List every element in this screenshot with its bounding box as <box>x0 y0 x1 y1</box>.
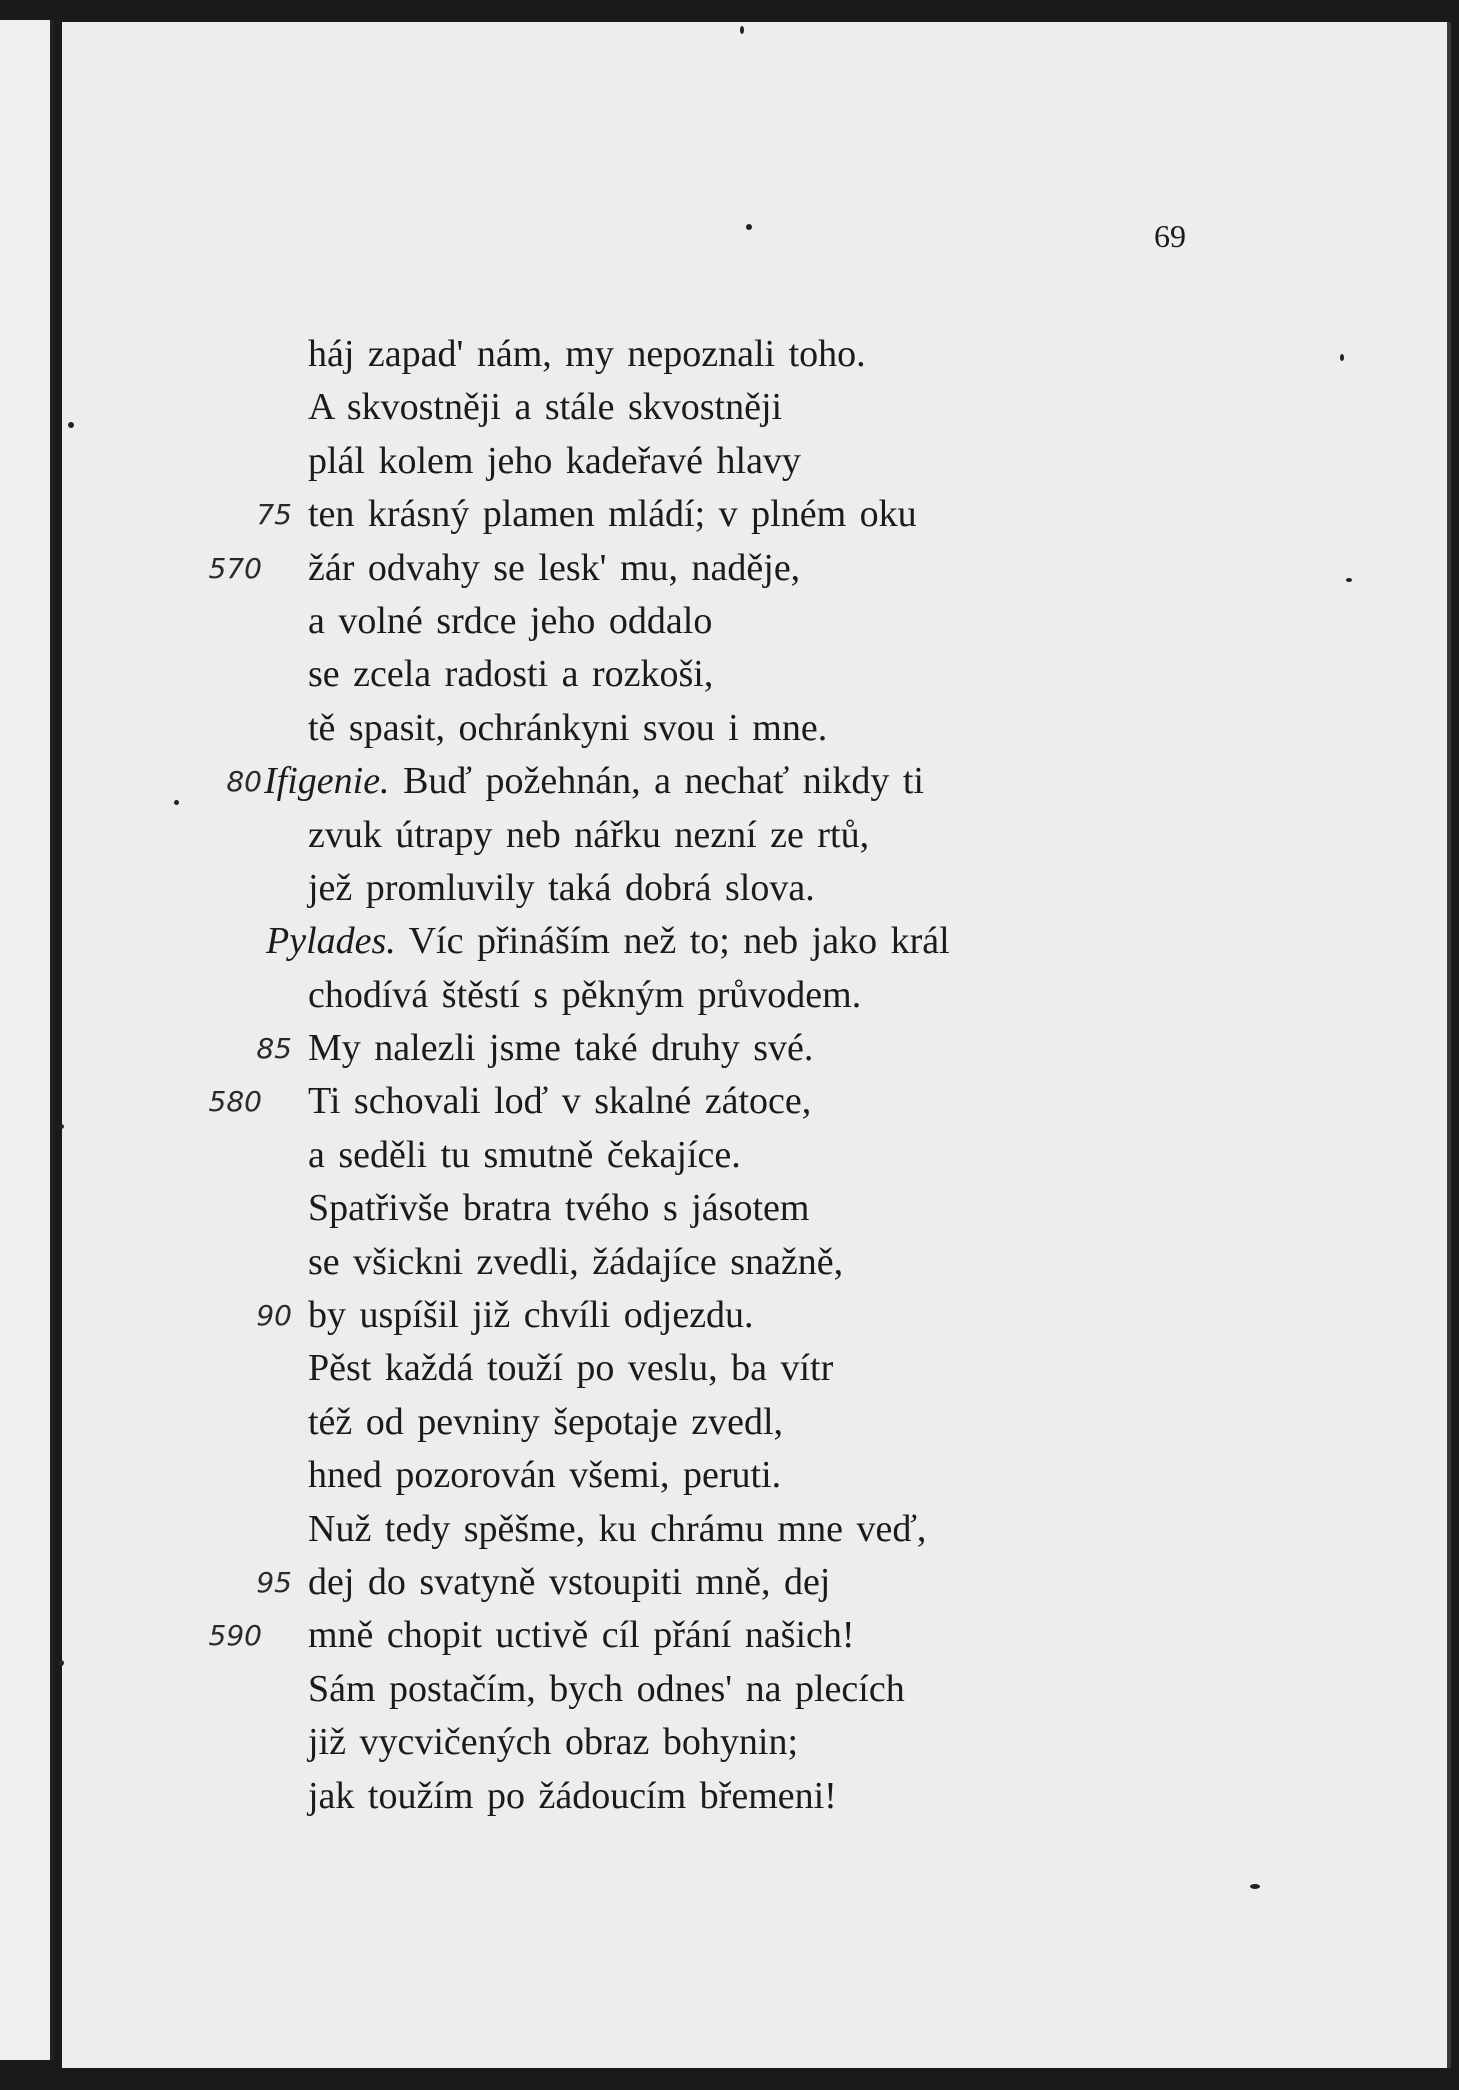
line-text <box>308 1449 781 1502</box>
verse-line <box>62 435 1447 488</box>
line-body: žár odvahy se lesk' mu, naděje, <box>308 546 801 589</box>
margin-line-number: 85 <box>256 1032 292 1066</box>
line-body: již vycvičených obraz bohynin; <box>308 1721 799 1764</box>
line-text <box>308 328 866 381</box>
ink-speck <box>746 224 752 230</box>
line-body: jež promluvily taká dobrá slova. <box>308 866 815 909</box>
ink-speck <box>1340 354 1344 361</box>
line-text <box>308 1663 905 1716</box>
line-text <box>308 1289 754 1342</box>
line-text <box>308 1556 830 1609</box>
line-body: se zcela radosti a rozkoši, <box>308 653 714 696</box>
verse-line <box>62 1716 1447 1769</box>
line-body: by uspíšil již chvíli odjezdu. <box>308 1294 754 1337</box>
line-body: se všickni zvedli, žádajíce snažně, <box>308 1240 844 1283</box>
verse-line <box>62 1236 1447 1289</box>
line-text <box>308 1609 855 1662</box>
line-body: zvuk útrapy neb nářku nezní ze rtů, <box>308 813 870 856</box>
line-text <box>308 862 815 915</box>
margin-line-number: 590 <box>208 1619 262 1653</box>
line-body: chodívá štěstí s pěkným průvodem. <box>308 973 862 1016</box>
line-body: ten krásný plamen mládí; v plném oku <box>308 493 917 536</box>
line-body: dej do svatyně vstoupiti mně, dej <box>308 1560 831 1603</box>
verse-line <box>62 542 1447 595</box>
line-text <box>308 1716 798 1769</box>
line-text <box>266 915 950 968</box>
line-body: Víc přináším než to; neb jako král <box>395 920 950 963</box>
line-body: plál kolem jeho kadeřavé hlavy <box>308 439 801 482</box>
verse-line <box>62 915 1447 968</box>
margin-line-number: 580 <box>208 1085 262 1119</box>
verse-line <box>62 1556 1447 1609</box>
verse-line <box>62 648 1447 701</box>
speaker-name: Ifigenie. <box>264 760 390 803</box>
line-text <box>308 1129 741 1182</box>
line-text <box>308 488 917 541</box>
verse-line <box>62 755 1447 808</box>
line-body: My nalezli jsme také druhy své. <box>308 1027 814 1070</box>
line-body: tě spasit, ochránkyni svou i mne. <box>308 706 828 749</box>
line-text <box>308 809 869 862</box>
verse-line <box>62 328 1447 381</box>
line-text <box>308 381 782 434</box>
verse-line <box>62 381 1447 434</box>
ink-speck <box>740 26 744 34</box>
line-text <box>308 702 827 755</box>
line-text <box>308 1236 843 1289</box>
verse-line <box>62 1129 1447 1182</box>
ink-speck <box>58 1124 64 1129</box>
line-text <box>308 1396 783 1449</box>
book-page <box>62 22 1451 2068</box>
verse-line <box>62 1396 1447 1449</box>
line-body: Sám postačím, bych odnes' na plecích <box>308 1667 905 1710</box>
margin-line-number: 90 <box>256 1299 292 1333</box>
verse-line <box>62 488 1447 541</box>
ink-speck <box>1250 1884 1260 1889</box>
verse-line <box>62 1503 1447 1556</box>
line-body: A skvostněji a stále skvostněji <box>308 386 783 429</box>
verse-line <box>62 1449 1447 1502</box>
verse-line <box>62 969 1447 1022</box>
line-text <box>308 595 712 648</box>
line-text <box>308 1503 926 1556</box>
line-text <box>308 1022 813 1075</box>
line-text <box>308 435 801 488</box>
verse-line <box>62 1289 1447 1342</box>
line-text <box>308 648 713 701</box>
previous-page-edge <box>0 20 53 2060</box>
line-body: jak toužím po žádoucím břemeni! <box>308 1774 837 1817</box>
margin-line-number: 75 <box>256 498 292 532</box>
line-body: Pěst každá touží po veslu, ba vítr <box>308 1347 834 1390</box>
line-text <box>308 542 800 595</box>
margin-line-number: 570 <box>208 551 262 585</box>
line-body: a volné srdce jeho oddalo <box>308 599 713 642</box>
verse-line <box>62 862 1447 915</box>
verse-line <box>62 1075 1447 1128</box>
verse-line <box>62 1182 1447 1235</box>
line-body: též od pevniny šepotaje zvedl, <box>308 1400 784 1443</box>
line-text <box>308 1342 833 1395</box>
line-body: Nuž tedy spěšme, ku chrámu mne veď, <box>308 1507 927 1550</box>
ink-speck <box>58 1660 64 1666</box>
verse-line <box>62 1770 1447 1823</box>
verse-line <box>62 595 1447 648</box>
line-body: Buď požehnán, a nechať nikdy ti <box>389 760 924 803</box>
line-body: Ti schovali loď v skalné zátoce, <box>308 1080 812 1123</box>
line-text <box>264 755 924 808</box>
page-number: 69 <box>1154 218 1186 254</box>
line-text <box>308 1182 809 1235</box>
verse-block <box>62 328 1447 1823</box>
ink-speck <box>68 422 74 428</box>
margin-line-number: 80 <box>226 765 262 799</box>
line-body: mně chopit uctivě cíl přání našich! <box>308 1614 855 1657</box>
line-text <box>308 969 861 1022</box>
line-body: a seděli tu smutně čekajíce. <box>308 1133 741 1176</box>
margin-line-number: 95 <box>256 1565 292 1599</box>
line-text <box>308 1075 811 1128</box>
verse-line <box>62 1342 1447 1395</box>
speaker-name: Pylades. <box>266 920 396 963</box>
ink-speck <box>1346 578 1352 582</box>
line-body: hned pozorován všemi, peruti. <box>308 1454 782 1497</box>
line-text <box>308 1770 837 1823</box>
ink-speck <box>174 800 179 805</box>
line-body: háj zapad' nám, my nepoznali toho. <box>308 333 866 375</box>
verse-line <box>62 809 1447 862</box>
verse-line <box>62 1022 1447 1075</box>
verse-line <box>62 1609 1447 1662</box>
verse-line <box>62 1663 1447 1716</box>
line-body: Spatřivše bratra tvého s jásotem <box>308 1187 810 1230</box>
verse-line <box>62 702 1447 755</box>
